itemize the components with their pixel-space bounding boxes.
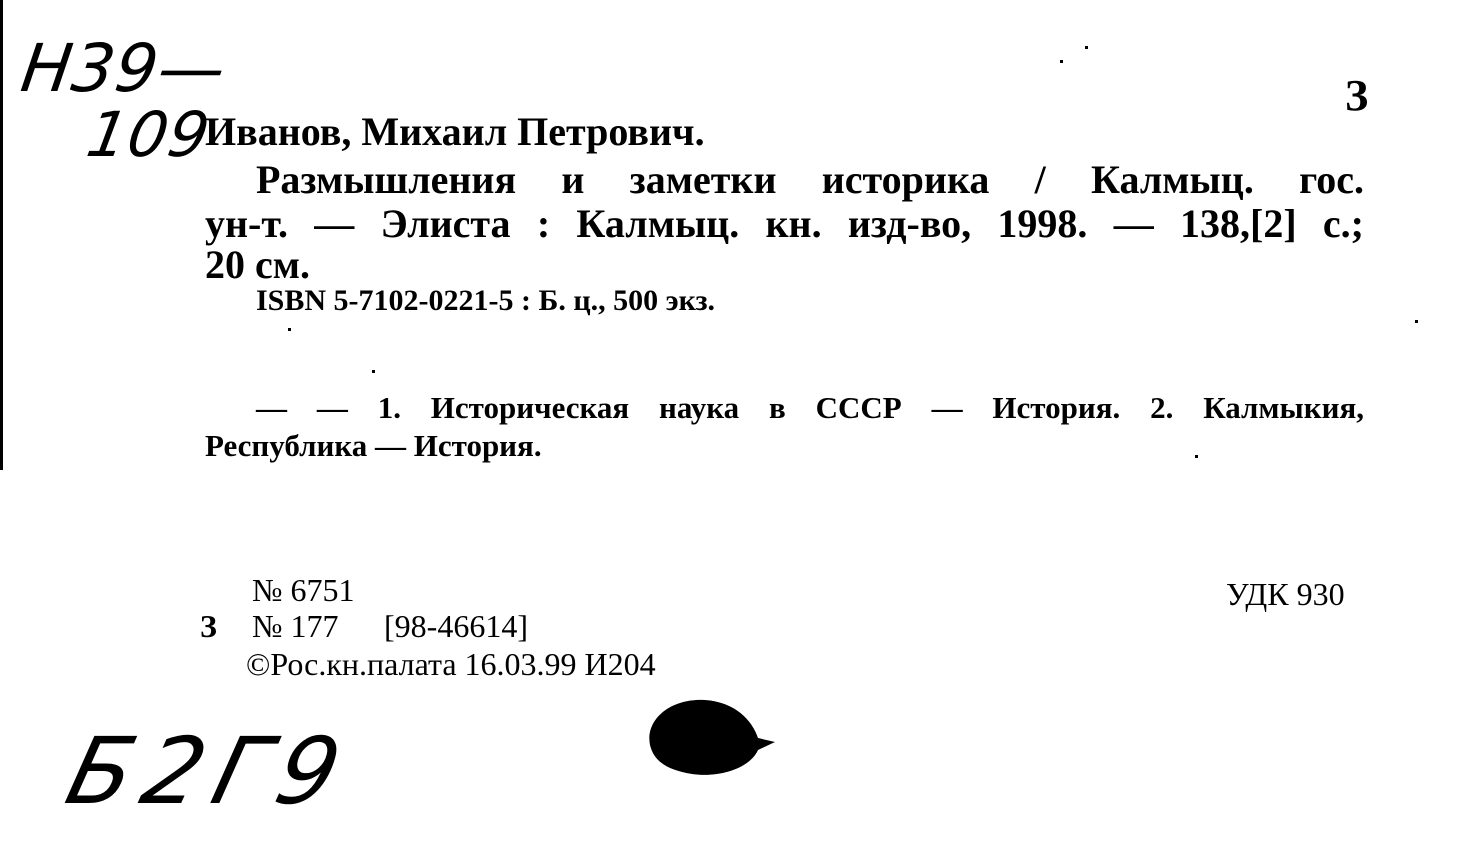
handwritten-shelfmark-bottom: Б2Г9 (56, 718, 363, 825)
udk-code: УДК 930 (1226, 576, 1345, 612)
registration-code: [98-46614] (384, 608, 528, 644)
imprint-statement: ун-т. — Элиста : Калмыц. кн. изд-во, 1998. — 138,[2] с.; (205, 201, 1364, 246)
card-number: № 6751 (252, 572, 355, 608)
card-series-letter: З (200, 608, 217, 644)
handwritten-shelfmark-number: 109 (81, 98, 216, 171)
book-chamber-line: ©Рос.кн.палата 16.03.99 И204 (246, 646, 656, 682)
scan-speck (372, 370, 375, 373)
corner-index-letter: З (1345, 71, 1369, 120)
registration-number: № 177 (252, 608, 339, 644)
scan-speck (1415, 320, 1418, 323)
subject-headings: — — 1. Историческая наука в СССР — История. 2. Калмыкия, (256, 390, 1364, 425)
isbn-statement: ISBN 5-7102-0221-5 : Б. ц., 500 экз. (256, 284, 716, 317)
scan-speck (1195, 455, 1198, 458)
physical-description: 20 см. (205, 242, 310, 287)
title-statement: Размышления и заметки историка / Калмыц. гос. (256, 157, 1364, 202)
ink-blot (640, 690, 790, 780)
scan-speck (288, 328, 291, 331)
author-heading: Иванов, Михаил Петрович. (205, 109, 705, 154)
scan-speck (1060, 60, 1063, 63)
card-left-edge (0, 0, 3, 470)
scan-speck (1085, 46, 1088, 49)
handwritten-shelfmark-top: Н39— (16, 30, 232, 107)
subject-headings-continued: Республика — История. (205, 428, 542, 463)
